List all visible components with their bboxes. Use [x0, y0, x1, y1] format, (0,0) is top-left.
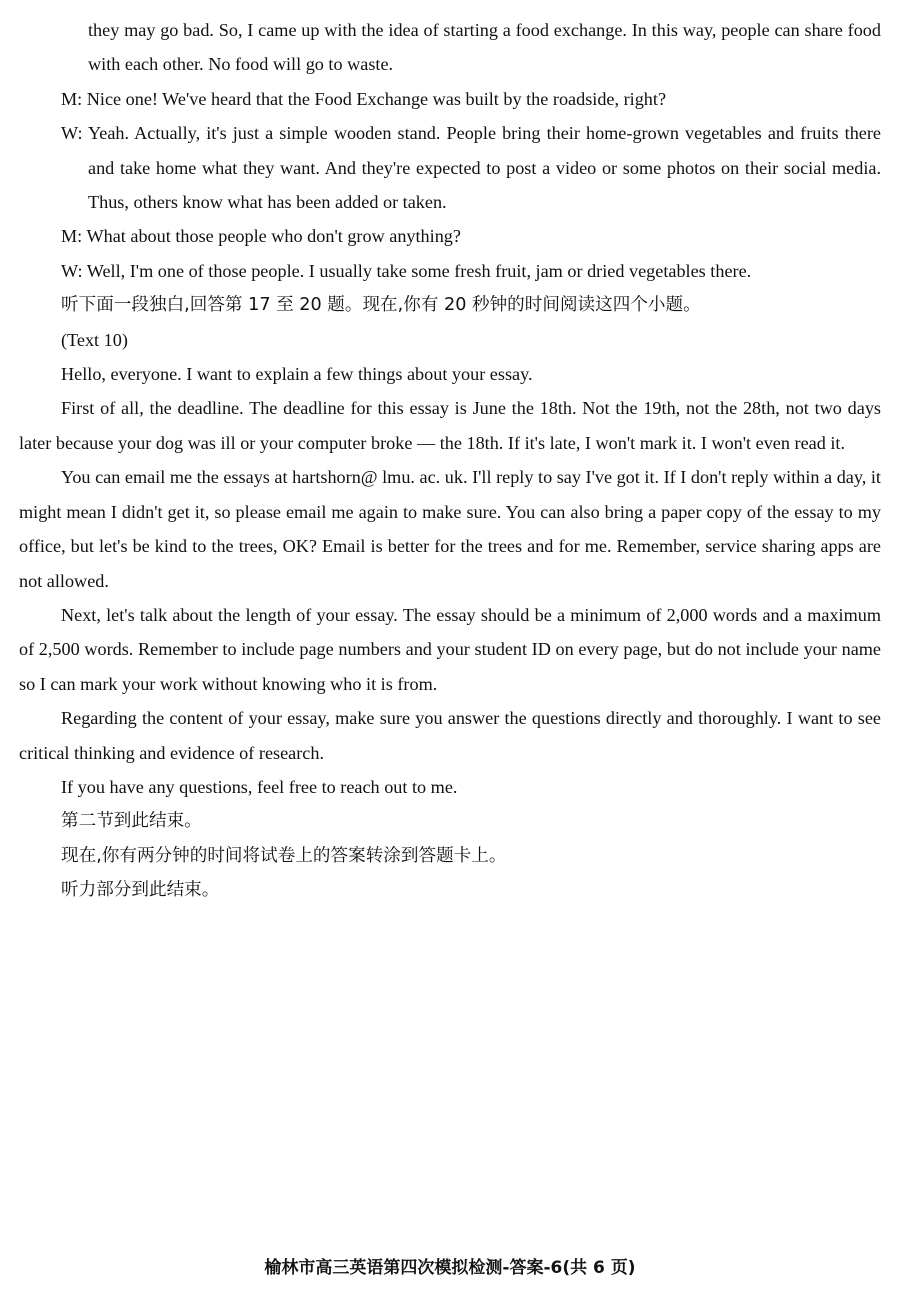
monologue-paragraph: If you have any questions, feel free to reach out to me.	[61, 776, 458, 797]
monologue-paragraph: Next, let's talk about the length of your essay. The essay should be a minimum of 2,000 words and a maximum of 2,500 words. Remember to include page numbers and your student ID on every page, but do not include your name so I can mark your work without knowing who it is from.	[19, 604, 881, 694]
text10-label: (Text 10)	[61, 329, 128, 350]
page-footer: 榆林市高三英语第四次模拟检测-答案-6(共 6 页)	[264, 1258, 636, 1278]
dialogue-man-line-2: M: What about those people who don't grow anything?	[61, 226, 461, 247]
monologue-paragraph: Hello, everyone. I want to explain a few things about your essay.	[61, 364, 533, 385]
closing-line: 现在,你有两分钟的时间将试卷上的答案转涂到答题卡上。	[61, 845, 507, 866]
monologue-paragraph: You can email me the essays at hartshorn@ lmu. ac. uk. I'll reply to say I've got it. If I don't reply within a day, it might mean I didn't get it, so please email me again to make sure. You can also bring a paper copy of the essay to my office, but let's be kind to the trees, OK? Email is better for the trees and for me. Remember, service sharing apps are not allowed.	[19, 467, 881, 591]
dialogue-woman-continued: they may go bad. So, I came up with the idea of starting a food exchange. In this way, people can share food with each other. No food will go to waste.	[88, 20, 881, 75]
closing-line: 听力部分到此结束。	[61, 880, 220, 901]
monologue-paragraph: First of all, the deadline. The deadline for this essay is June the 18th. Not the 19th, not the 28th, not two days later because your dog was ill or your computer broke — the 18th. If it's late, I won't mark it. I won't even read it.	[19, 398, 881, 453]
monologue-paragraph: Regarding the content of your essay, make sure you answer the questions directly and thoroughly. I want to see critical thinking and evidence of research.	[19, 708, 881, 763]
page-content	[19, 13, 881, 908]
instruction-text10: 听下面一段独白,回答第 17 至 20 题。现在,你有 20 秒钟的时间阅读这四个小题。	[61, 295, 701, 316]
dialogue-woman-line-1: W: Yeah. Actually, it's just a simple wooden stand. People bring their home-grown vegetables and fruits there and take home what they want. And they're expected to post a video or some photos on their social media. Thus, others know what has been added or taken.	[61, 123, 881, 213]
closing-line: 第二节到此结束。	[61, 811, 202, 832]
dialogue-woman-line-2: W: Well, I'm one of those people. I usually take some fresh fruit, jam or dried vegetables there.	[61, 260, 752, 281]
dialogue-man-line-1: M: Nice one! We've heard that the Food Exchange was built by the roadside, right?	[61, 88, 667, 109]
